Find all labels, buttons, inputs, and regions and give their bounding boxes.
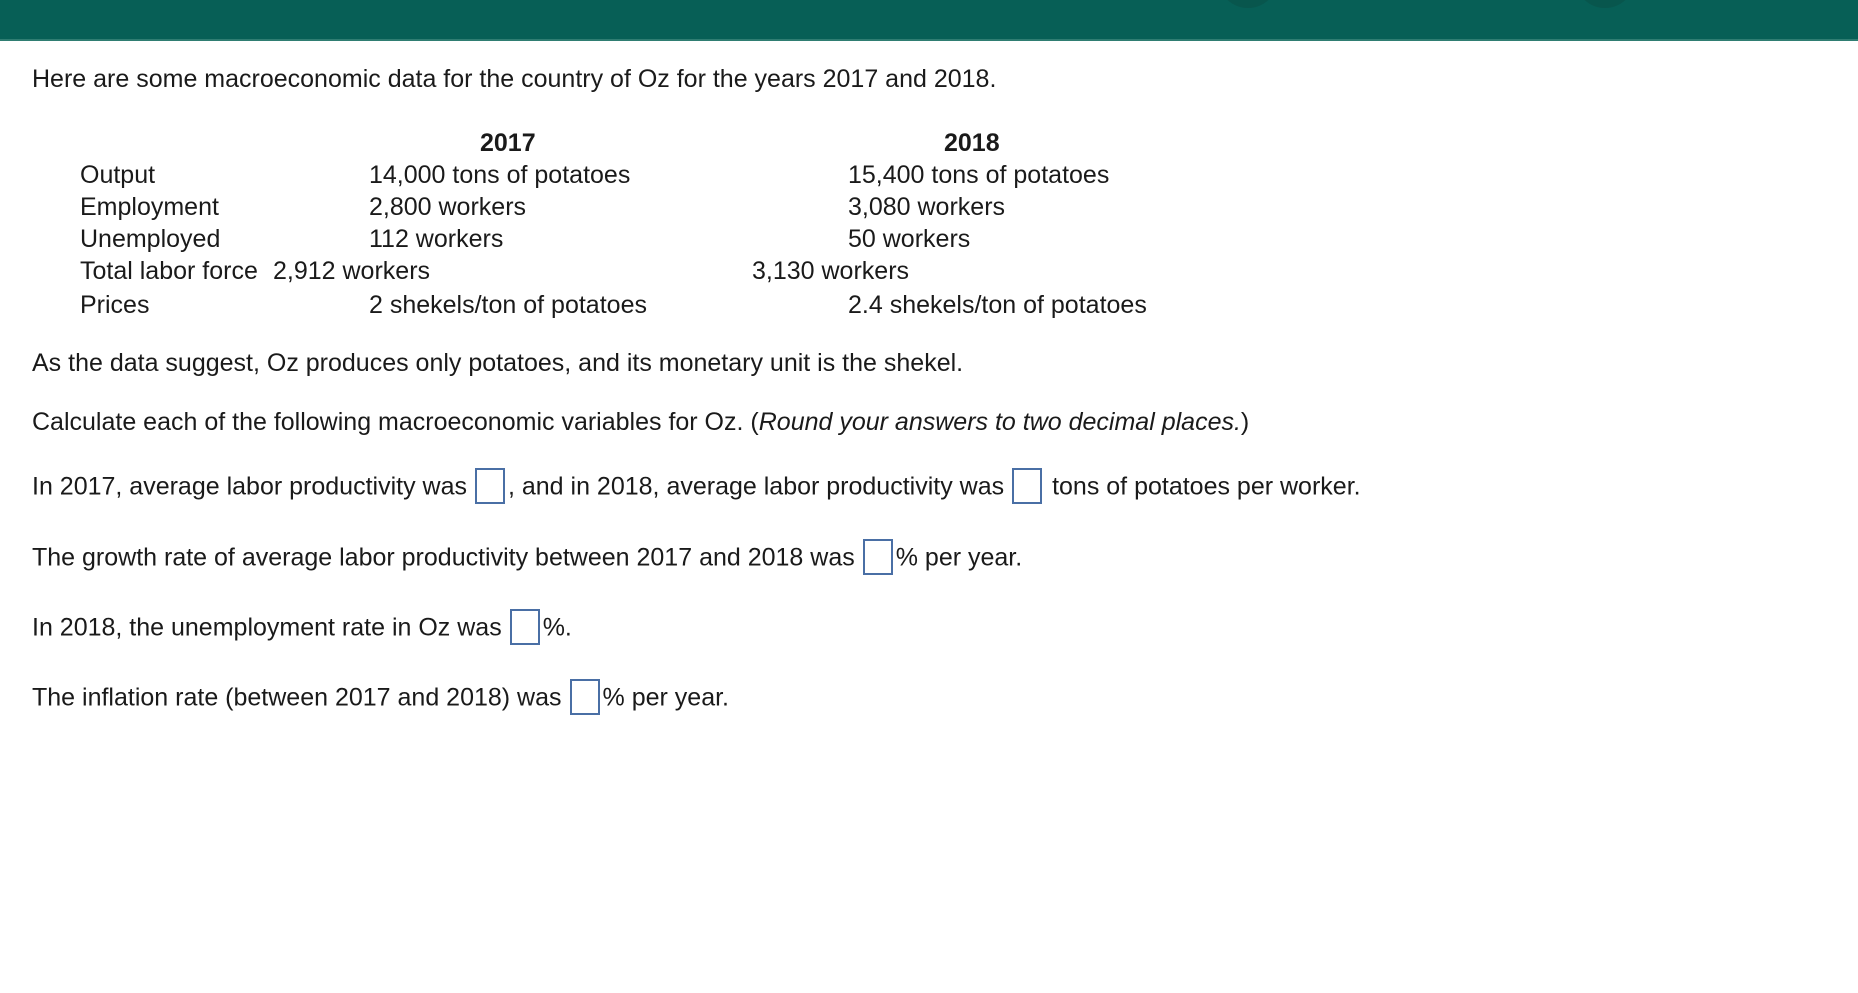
productivity-2017-input[interactable] [475, 468, 505, 504]
cell-prices-2018: 2.4 shekels/ton of potatoes [848, 291, 1147, 319]
cell-unemployed-2018: 50 workers [848, 225, 971, 253]
top-header-bar [0, 0, 1858, 41]
instruction-close: ) [1240, 408, 1250, 436]
q1-text-before: In 2017, average labor productivity was [32, 472, 467, 501]
unemployment-rate-input[interactable] [510, 609, 540, 645]
row-label-output: Output [80, 161, 156, 189]
cell-employment-2018: 3,080 workers [848, 193, 1006, 221]
cell-labor-force-2017: 2,912 workers [273, 257, 431, 285]
column-header-2018: 2018 [944, 129, 1000, 157]
question-growth-rate [32, 541, 1022, 577]
note-text: As the data suggest, Oz produces only potatoes, and its monetary unit is the shekel. [32, 349, 964, 377]
q3-text-after: %. [542, 613, 572, 642]
question-productivity [32, 470, 1361, 506]
header-decoration-left [1218, 0, 1278, 8]
instruction-text [32, 407, 1249, 437]
inflation-rate-input[interactable] [570, 679, 600, 715]
question-unemployment-rate [32, 611, 572, 647]
instruction-main: Calculate each of the following macroeconomic variables for Oz. ( [32, 408, 759, 436]
question-inflation-rate [32, 681, 729, 717]
cell-output-2017: 14,000 tons of potatoes [369, 161, 631, 189]
q4-text-after: % per year. [602, 683, 729, 712]
cell-labor-force-2018: 3,130 workers [752, 257, 910, 285]
row-label-labor-force: Total labor force [80, 257, 258, 285]
instruction-italic: Round your answers to two decimal places. [758, 408, 1241, 436]
column-header-2017: 2017 [480, 129, 536, 157]
cell-employment-2017: 2,800 workers [369, 193, 527, 221]
cell-prices-2017: 2 shekels/ton of potatoes [369, 291, 647, 319]
growth-rate-input[interactable] [863, 539, 893, 575]
intro-text: Here are some macroeconomic data for the country of Oz for the years 2017 and 2018. [32, 65, 997, 93]
productivity-2018-input[interactable] [1012, 468, 1042, 504]
q1-text-after: tons of potatoes per worker. [1052, 472, 1361, 501]
row-label-prices: Prices [80, 291, 150, 319]
cell-unemployed-2017: 112 workers [369, 225, 504, 253]
q2-text-after: % per year. [895, 543, 1023, 572]
cell-output-2018: 15,400 tons of potatoes [848, 161, 1110, 189]
q2-text-before: The growth rate of average labor productivity between 2017 and 2018 was [32, 543, 855, 572]
q4-text-before: The inflation rate (between 2017 and 2018) was [32, 683, 562, 712]
header-decoration-right [1575, 0, 1635, 8]
q3-text-before: In 2018, the unemployment rate in Oz was [32, 613, 502, 642]
row-label-employment: Employment [80, 193, 219, 221]
row-label-unemployed: Unemployed [80, 225, 221, 253]
q1-text-middle: , and in 2018, average labor productivity was [507, 472, 1005, 501]
